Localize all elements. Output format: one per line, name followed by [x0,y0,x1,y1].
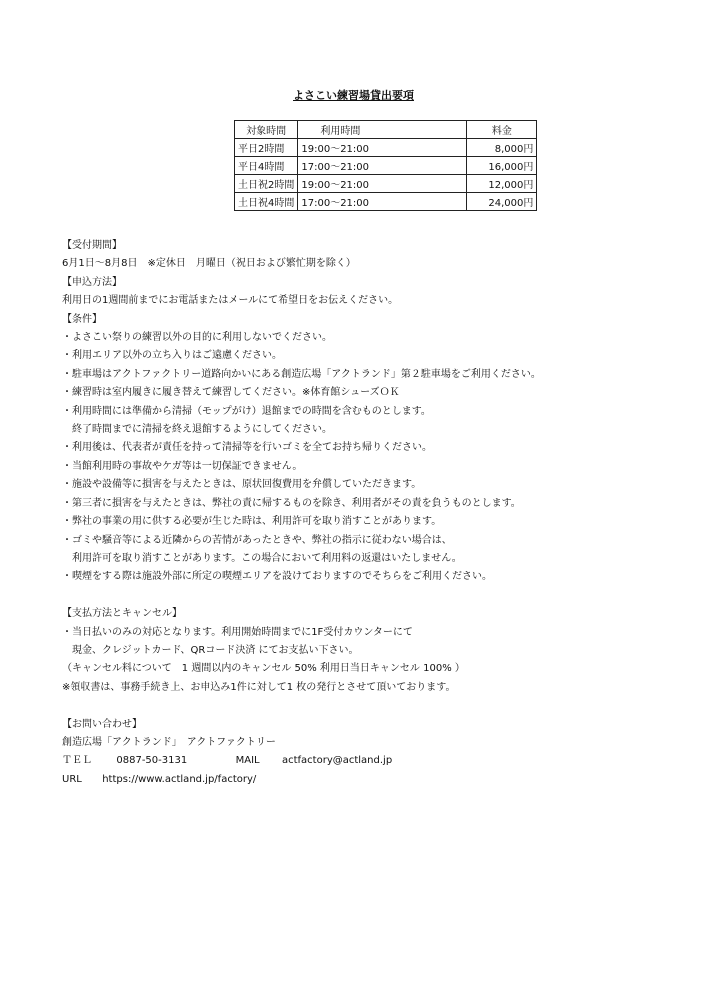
table-row [235,157,537,175]
condition-item: ・利用エリア以外の立ち入りはご遠慮ください。 [62,350,282,362]
contact-org: 創造広場「アクトランド」 アクトファクトリー [62,736,276,748]
condition-item: ・駐車場はアクトファクトリー道路向かいにある創造広場「アクトランド」第２駐車場をご利用ください。 [62,368,541,380]
document-body [62,237,662,789]
application-text: 利用日の1週間前までにお電話またはメールにて希望日をお伝えください。 [62,295,399,307]
mail-address[interactable]: actfactory@actland.jp [281,755,393,767]
tel-label: ＴＥＬ [62,755,92,767]
payment-item: 現金、クレジットカード、QRコード決済 にてお支払い下さい。 [62,644,359,656]
row-fee: 16,000円 [467,157,537,175]
table-row [235,139,537,157]
document-title: よさこい練習場貸出要項 [293,89,414,102]
row-target: 平日2時間 [235,139,298,157]
url-label: URL [62,773,82,785]
condition-item: ・ゴミや騒音等による近隣からの苦情があったときや、弊社の指示に従わない場合は、 [62,534,452,546]
payment-item: （キャンセル料について 1 週間以内のキャンセル 50% 利用日当日キャンセル 100% ） [62,663,465,675]
reception-text: 6月1日～8月8日 ※定休日 月曜日（祝日および繁忙期を除く） [62,258,356,270]
rate-table [234,120,537,211]
condition-item: ・弊社の事業の用に供する必要が生じた時は、利用許可を取り消すことがあります。 [62,516,442,528]
reception-heading: 【受付期間】 [62,240,122,251]
payment-item: ※領収書は、事務手続き上、お申込み1件に対して1 枚の発行とさせて頂いております。 [62,681,456,693]
condition-item: ・施設や設備等に損害を与えたときは、原状回復費用を弁償していただきます。 [62,479,422,491]
condition-item: ・練習時は室内履きに履き替えて練習してください。※体育館シューズＯＫ [62,387,400,399]
conditions-heading: 【条件】 [62,313,102,325]
condition-item: 利用許可を取り消すことがあります。この場合において利用料の返還はいたしません。 [62,552,462,564]
condition-item: ・よさこい祭りの練習以外の目的に利用しないでください。 [62,332,332,344]
row-fee: 24,000円 [467,193,537,211]
row-target: 土日祝2時間 [235,175,298,193]
condition-item: ・利用後は、代表者が責任を持って清掃等を行いゴミを全てお持ち帰りください。 [62,442,432,454]
contact-tel-line [62,752,662,770]
row-time: 19:00～21:00 [298,175,467,193]
mail-label: MAIL [235,755,260,767]
rate-table-header-row [235,121,537,139]
condition-item: ・喫煙をする際は施設外部に所定の喫煙エリアを設けておりますのでそちらをご利用ください。 [62,571,492,583]
payment-item: ・当日払いのみの対応となります。利用開始時間までに1F受付カウンターにて [62,626,413,638]
spacer [62,697,662,715]
condition-item: 終了時間までに清掃を終え退館するようにしてください。 [62,424,332,436]
table-row [235,193,537,211]
row-fee: 8,000円 [467,139,537,157]
row-time: 17:00～21:00 [298,157,467,175]
row-time: 19:00～21:00 [298,139,467,157]
header-usage-time: 利用時間 [298,121,467,139]
header-fee: 料金 [467,121,537,139]
tel-number[interactable]: 0887-50-3131 [116,755,188,767]
payment-heading: 【支払方法とキャンセル】 [62,608,182,620]
row-time: 17:00～21:00 [298,193,467,211]
header-target-time: 対象時間 [235,121,298,139]
condition-item: ・利用時間には準備から清掃（モップがけ）退館までの時間を含むものとします。 [62,405,431,417]
row-target: 平日4時間 [235,157,298,175]
application-heading: 【申込方法】 [62,276,122,288]
url-link[interactable]: https://www.actland.jp/factory/ [102,773,257,785]
condition-item: ・当館利用時の事故やケガ等は一切保証できません。 [62,460,303,472]
row-target: 土日祝4時間 [235,193,298,211]
spacer [62,587,662,605]
contact-url-line [62,771,662,789]
condition-item: ・第三者に損害を与えたときは、弊社の責に帰するものを除き、利用者がその責を負うものとします。 [62,497,521,509]
contact-heading: 【お問い合わせ】 [62,718,142,730]
table-row [235,175,537,193]
row-fee: 12,000円 [467,175,537,193]
